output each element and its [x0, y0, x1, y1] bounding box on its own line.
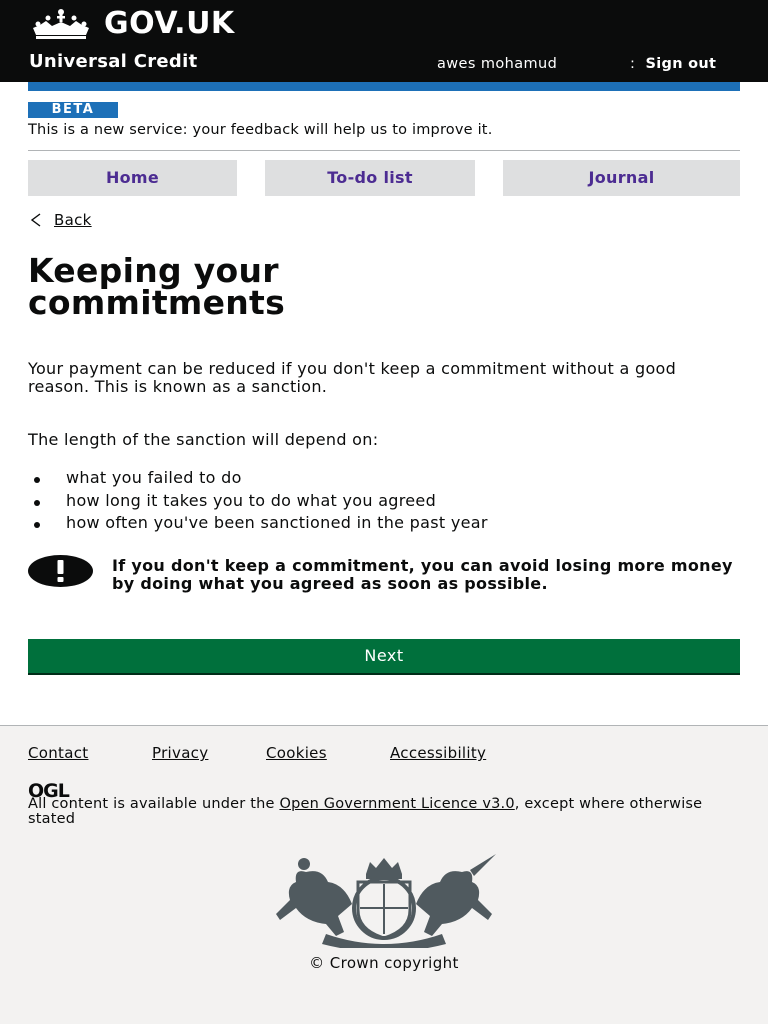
licence-prefix: All content is available under the: [28, 796, 280, 812]
list-item: how often you've been sanctioned in the past year: [28, 512, 488, 535]
crown-copyright: © Crown copyright: [309, 954, 459, 972]
next-button[interactable]: Next: [28, 639, 740, 673]
licence-suffix: , except where otherwise stated: [28, 796, 703, 827]
warning-icon: [28, 555, 93, 587]
beta-tag: BETA: [28, 102, 118, 118]
site-footer: [0, 725, 768, 1024]
footer-link-cookies[interactable]: Cookies: [266, 744, 327, 762]
royal-crest-icon: [266, 852, 502, 948]
ogl-logo-text: OGL: [28, 781, 69, 799]
govuk-logo-link[interactable]: [30, 6, 235, 41]
sign-out-link[interactable]: Sign out: [645, 56, 717, 72]
sanction-length-intro: The length of the sanction will depend on:: [28, 430, 379, 449]
nav-journal[interactable]: Journal: [503, 160, 740, 196]
footer-link-privacy[interactable]: Privacy: [152, 744, 209, 762]
beta-message: This is a new service: your feedback will help us to improve it.: [28, 122, 493, 138]
footer-link-accessibility[interactable]: Accessibility: [390, 744, 487, 762]
licence-link[interactable]: Open Government Licence v3.0: [279, 796, 515, 812]
licence-text: [28, 797, 728, 827]
sign-out-container: [630, 56, 716, 72]
chevron-left-icon: [28, 211, 44, 229]
nav-home[interactable]: Home: [28, 160, 237, 196]
back-link[interactable]: Back: [54, 211, 92, 229]
list-item: what you failed to do: [28, 467, 488, 490]
service-name[interactable]: Universal Credit: [29, 51, 198, 72]
header-blue-bar: [28, 82, 740, 91]
user-separator: :: [630, 56, 635, 72]
govuk-logo-text: GOV.UK: [104, 6, 235, 41]
back-container: [28, 211, 92, 229]
warning-text: If you don't keep a commitment, you can avoid losing more money by doing what you agreed as soon as possible.: [112, 556, 733, 593]
crown-icon: [30, 8, 92, 40]
user-name: awes mohamud: [437, 56, 558, 72]
sanction-explanation: Your payment can be reduced if you don't keep a commitment without a good reason. This is known as a sanction.: [28, 359, 677, 396]
sanction-factors-list: [28, 467, 488, 535]
beta-divider: [28, 150, 740, 151]
nav-todo-list[interactable]: To-do list: [265, 160, 475, 196]
list-item: how long it takes you to do what you agreed: [28, 490, 488, 513]
site-header: [0, 0, 768, 82]
page-title: Keeping your commitments: [28, 251, 286, 322]
footer-link-contact[interactable]: Contact: [28, 744, 89, 762]
